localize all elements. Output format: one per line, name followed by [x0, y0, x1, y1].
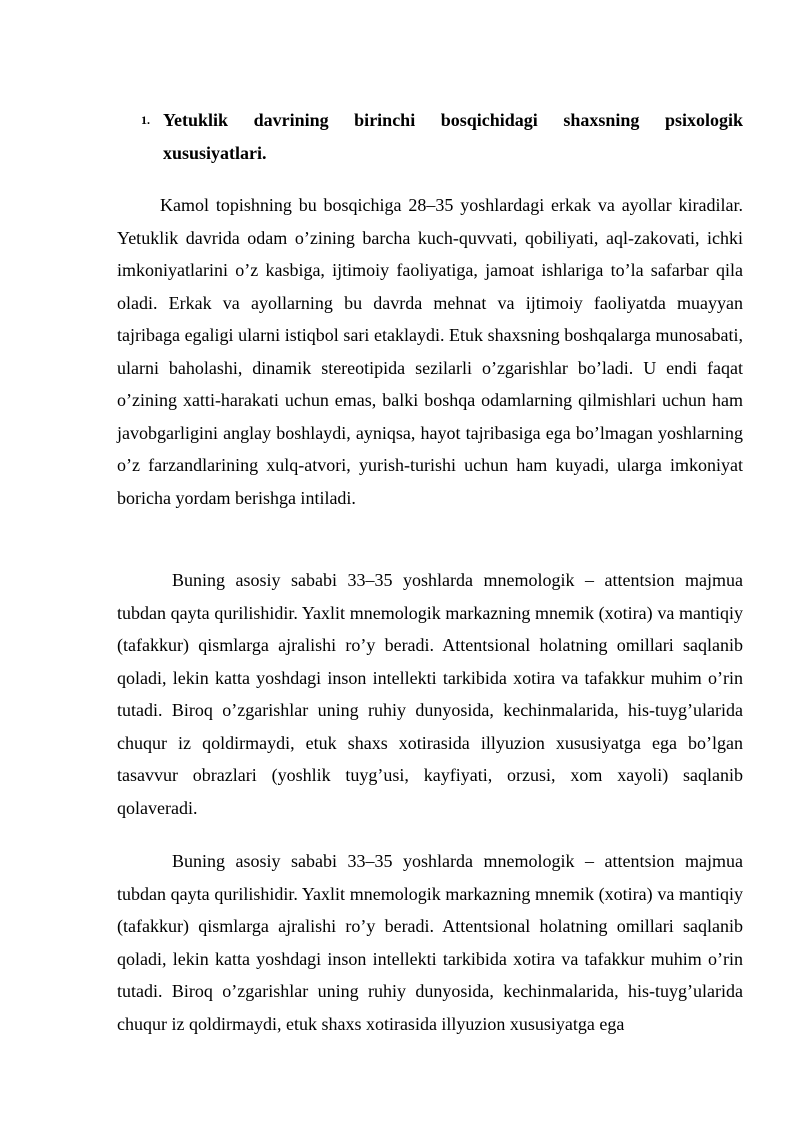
paragraph-2: Buning asosiy sababi 33–35 yoshlarda mnemologik – attentsion majmua tubdan qayta qurilishidir. Yaxlit mnemologik markazning mnemik (xotira) va mantiqiy (tafakkur) qismlarga ajralishi ro’y beradi. Attentsional holatning omillari saqlanib qoladi, lekin katta yoshdagi inson intellekti tarkibida xotira va tafakkur muhim o’rin tutadi. Biroq o’zgarishlar uning ruhiy dunyosida, kechinmalarida, his-tuyg’ularida chuqur iz qoldirmaydi, etuk shaxs xotirasida illyuzion xususiyatga ega bo’lgan tasavvur obrazlari (yoshlik tuyg’usi, kayfiyati, orzusi, xom xayoli) saqlanib qolaveradi. — [117, 570, 743, 818]
heading-number: 1. — [141, 113, 150, 127]
heading-title: Yetuklik davrining birinchi bosqichidagi shaxsning psixologik xususiyatlari. — [163, 110, 743, 163]
section-heading — [141, 104, 743, 170]
paragraph-1: Kamol topishning bu bosqichiga 28–35 yoshlardagi erkak va ayollar kiradilar. Yetuklik davrida odam o’zining barcha kuch-quvvati, qobiliyati, aql-zakovati, ichki imkoniyatlarini o’z kasbiga, ijtimoiy faoliyatiga, jamoat ishlariga to’la safarbar qila oladi. Erkak va ayollarning bu davrda mehnat va ijtimoiy faoliyatda muayyan tajribaga egaligi ularni istiqbol sari etaklaydi. Etuk shaxsning boshqalarga munosabati, ularni baholashi, dinamik stereotipida sezilarli o’zgarishlar bo’ladi. U endi faqat o’zining xatti-harakati uchun emas, balki boshqa odamlarning qilmishlari uchun ham javobgarligini anglay boshlaydi, ayniqsa, hayot tajribasiga ega bo’lmagan yoshlarning o’z farzandlarining xulq-atvori, yurish-turishi uchun ham kuyadi, ularga imkoniyat boricha yordam berishga intiladi. — [117, 195, 743, 508]
paragraph-3: Buning asosiy sababi 33–35 yoshlarda mnemologik – attentsion majmua tubdan qayta qurilishidir. Yaxlit mnemologik markazning mnemik (xotira) va mantiqiy (tafakkur) qismlarga ajralishi ro’y beradi. Attentsional holatning omillari saqlanib qoladi, lekin katta yoshdagi inson intellekti tarkibida xotira va tafakkur muhim o’rin tutadi. Biroq o’zgarishlar uning ruhiy dunyosida, kechinmalarida, his-tuyg’ularida chuqur iz qoldirmaydi, etuk shaxs xotirasida illyuzion xususiyatga ega — [117, 851, 743, 1034]
